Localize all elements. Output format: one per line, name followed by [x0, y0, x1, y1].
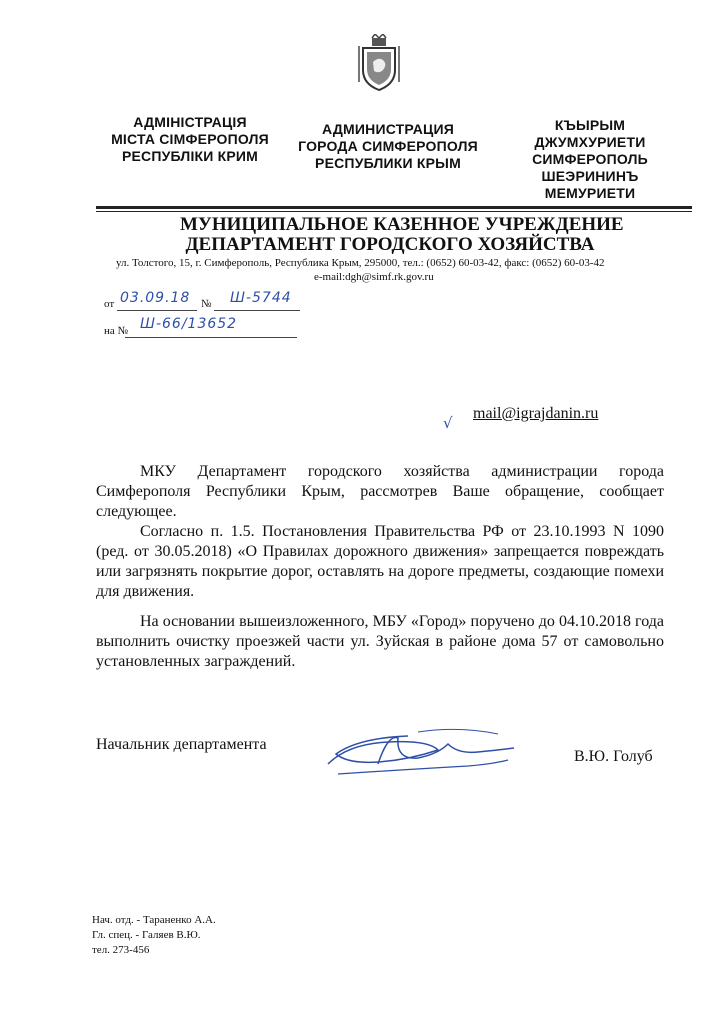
- reference-value: Ш-66/13652: [140, 316, 238, 332]
- recipient-email[interactable]: mail@igrajdanin.ru: [473, 405, 599, 422]
- recipient-checkmark: √: [443, 414, 454, 432]
- reference-underline: [125, 337, 297, 338]
- number-value: Ш-5744: [230, 290, 292, 306]
- organization-name-line2: ДЕПАРТАМЕНТ ГОРОДСКОГО ХОЗЯЙСТВА: [185, 234, 595, 255]
- number-underline: [214, 310, 300, 311]
- organization-address: ул. Толстого, 15, г. Симферополь, Республика Крым, 295000, тел.: (0652) 60-03-42, факс: (0652) 60-03-42: [116, 257, 605, 269]
- date-label: от: [104, 298, 115, 310]
- reference-label: на №: [104, 325, 129, 337]
- header-crimean-tatar: [520, 117, 660, 202]
- number-label: №: [201, 298, 212, 310]
- body-paragraph: Согласно п. 1.5. Постановления Правительства РФ от 23.10.1993 N 1090 (ред. от 30.05.2018) «О Правилах дорожного движения» запрещается повреждать или загрязнять покрытие дорог, оставлять на дороге предметы, создающие помехи для движения.: [96, 523, 664, 600]
- executor-line: Гл. спец. - Галяев В.Ю.: [92, 929, 201, 941]
- signatory-title: Начальник департамента: [96, 736, 267, 753]
- header-russian-line: РЕСПУБЛИКИ КРЫМ: [315, 155, 461, 171]
- header-crimean-tatar-line: ШЕЭРИНИНЪ: [541, 168, 639, 184]
- header-rule-thick: [96, 206, 692, 209]
- signatory-name: В.Ю. Голуб: [574, 748, 653, 765]
- date-underline: [117, 310, 197, 311]
- header-ukrainian: [100, 114, 280, 165]
- header-ukrainian-line: МІСТА СІМФЕРОПОЛЯ: [111, 131, 269, 147]
- header-ukrainian-line: АДМІНІСТРАЦІЯ: [133, 114, 247, 130]
- body-paragraph: МКУ Департамент городского хозяйства администрации города Симферополя Республики Крым, рассмотрев Ваше обращение, сообщает следующее.: [96, 463, 664, 520]
- header-crimean-tatar-line: МЕМУРИЕТИ: [544, 185, 636, 201]
- date-value: 03.09.18: [120, 290, 191, 306]
- organization-name-line1: МУНИЦИПАЛЬНОЕ КАЗЕННОЕ УЧРЕЖДЕНИЕ: [180, 214, 624, 235]
- body-paragraph: На основании вышеизложенного, МБУ «Город» поручено до 04.10.2018 года выполнить очистку проезжей части ул. Зуйская в районе дома 57 от самовольно установленных заграждений.: [96, 613, 664, 670]
- organization-email: e-mail:dgh@simf.rk.gov.ru: [314, 271, 434, 283]
- header-russian-line: АДМИНИСТРАЦИЯ: [322, 121, 454, 137]
- header-rule-thin: [96, 211, 692, 212]
- handwritten-signature: [318, 724, 518, 784]
- crimea-coat-of-arms-icon: [353, 34, 405, 94]
- letter-body: [96, 462, 664, 672]
- executor-phone: тел. 273-456: [92, 944, 150, 956]
- executor-line: Нач. отд. - Тараненко А.А.: [92, 914, 216, 926]
- header-crimean-tatar-line: СИМФЕРОПОЛЬ: [532, 151, 648, 167]
- header-crimean-tatar-line: КЪЫРЫМ: [554, 117, 626, 133]
- header-russian-line: ГОРОДА СИМФЕРОПОЛЯ: [298, 138, 478, 154]
- header-crimean-tatar-line: ДЖУМХУРИЕТИ: [534, 134, 646, 150]
- header-ukrainian-line: РЕСПУБЛІКИ КРИМ: [121, 148, 259, 164]
- header-russian: [290, 121, 486, 172]
